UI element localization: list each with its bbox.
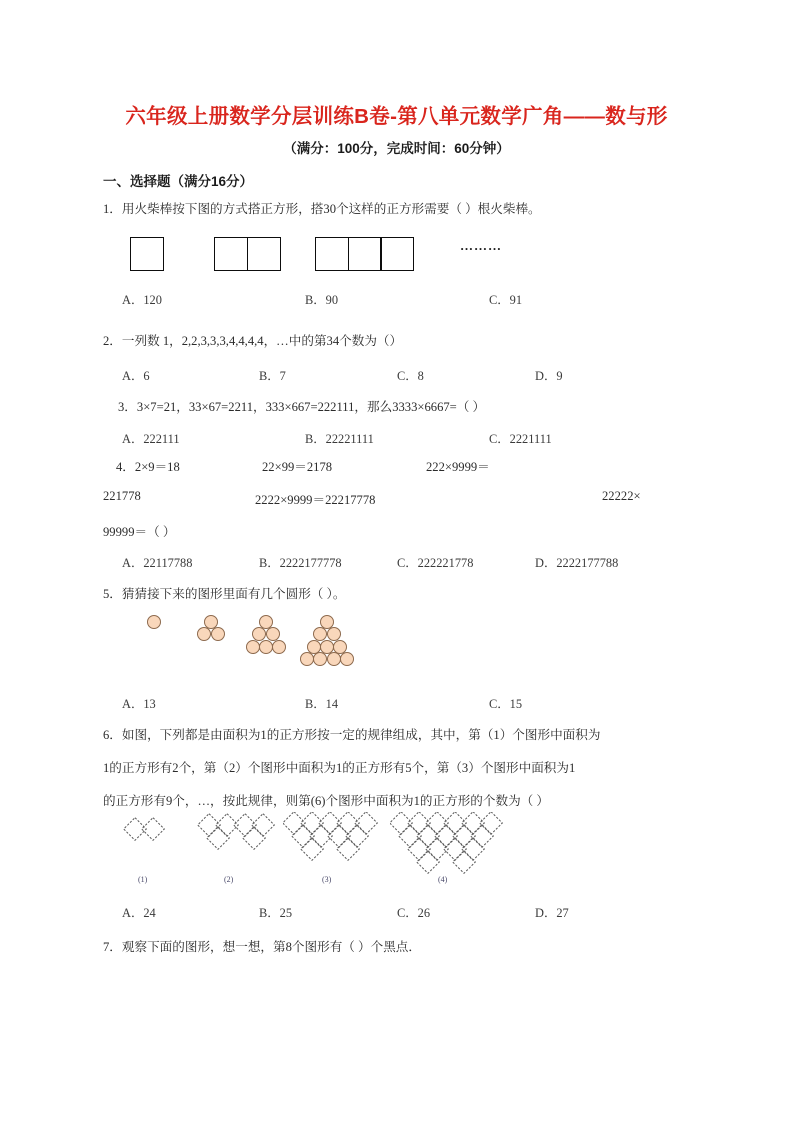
circle-dot bbox=[147, 615, 161, 629]
q1-figure-group-2 bbox=[214, 237, 281, 271]
question-2-stem: 2．一列数 1，2,2,3,3,3,4,4,4,4，…中的第34个数为（） bbox=[103, 334, 403, 348]
q6-figure-label-1: (1) bbox=[138, 875, 148, 884]
question-5-stem: 5．猜猜接下来的图形里面有几个圆形（ ）。 bbox=[103, 587, 346, 601]
circle-row bbox=[292, 652, 362, 666]
q4-option-d[interactable]: D．2222177788 bbox=[535, 556, 619, 570]
question-7-stem: 7．观察下面的图形，想一想，第8个图形有（ ）个黑点． bbox=[103, 940, 421, 954]
circle-dot bbox=[246, 640, 260, 654]
q4-option-a[interactable]: A．22117788 bbox=[122, 556, 193, 570]
q6-figure-label-3: (3) bbox=[322, 875, 332, 884]
circle-dot bbox=[327, 652, 341, 666]
q6-figure-label-4: (4) bbox=[438, 875, 448, 884]
q2-option-c[interactable]: C．8 bbox=[397, 369, 424, 383]
q5-option-b[interactable]: B．14 bbox=[305, 697, 339, 711]
page-title: 六年级上册数学分层训练B卷-第八单元数学广角——数与形 bbox=[125, 105, 668, 128]
matchstick-square bbox=[380, 237, 414, 271]
question-1-stem: 1．用火柴棒按下图的方式搭正方形，搭30个这样的正方形需要（ ）根火柴棒。 bbox=[103, 202, 541, 216]
q5-figure-2 bbox=[190, 616, 232, 641]
question-4-stem-frag-3: 222×9999＝ bbox=[426, 460, 490, 474]
question-4-stem-frag-5: 2222×9999＝22217778 bbox=[255, 493, 376, 507]
q2-option-b[interactable]: B．7 bbox=[259, 369, 286, 383]
circle-row bbox=[140, 615, 168, 629]
page-subtitle: （满分：100分，完成时间：60分钟） bbox=[283, 141, 510, 156]
question-4-stem-frag-1: 4．2×9＝18 bbox=[116, 460, 180, 474]
q5-figure-1 bbox=[140, 616, 168, 629]
circle-dot bbox=[211, 627, 225, 641]
q3-option-b[interactable]: B．22221111 bbox=[305, 432, 374, 446]
matchstick-square bbox=[315, 237, 349, 271]
question-4-stem-frag-4: 221778 bbox=[103, 489, 141, 503]
q5-figure-4 bbox=[292, 616, 362, 666]
circle-dot bbox=[300, 652, 314, 666]
circle-row bbox=[190, 627, 232, 641]
q3-option-c[interactable]: C．2221111 bbox=[489, 432, 552, 446]
diamond-chevron-svg bbox=[390, 812, 516, 882]
q1-figure-group-1 bbox=[130, 237, 164, 271]
q5-option-a[interactable]: A．13 bbox=[122, 697, 156, 711]
q1-option-c[interactable]: C．91 bbox=[489, 293, 523, 307]
matchstick-square bbox=[247, 237, 281, 271]
q1-option-a[interactable]: A．120 bbox=[122, 293, 162, 307]
q6-option-d[interactable]: D．27 bbox=[535, 906, 569, 920]
q5-option-c[interactable]: C．15 bbox=[489, 697, 523, 711]
q3-option-a[interactable]: A．222111 bbox=[122, 432, 180, 446]
q1-option-b[interactable]: B．90 bbox=[305, 293, 339, 307]
circle-row bbox=[238, 640, 294, 654]
diamond-chevron-svg bbox=[283, 812, 393, 876]
q1-figure-group-3 bbox=[315, 237, 414, 271]
circle-dot bbox=[313, 652, 327, 666]
circle-dot bbox=[340, 652, 354, 666]
q5-figure-3 bbox=[238, 616, 294, 654]
question-4-stem-frag-6: 22222× bbox=[602, 489, 641, 503]
matchstick-square bbox=[214, 237, 248, 271]
question-6-stem-line-1: 6．如图，下列都是由面积为1的正方形按一定的规律组成，其中，第（1）个图形中面积为 bbox=[103, 728, 601, 742]
q6-figure-label-2: (2) bbox=[224, 875, 234, 884]
question-4-stem-frag-2: 22×99＝2178 bbox=[262, 460, 333, 474]
question-6-stem-line-3: 的正方形有9个，…，按此规律，则第(6)个图形中面积为1的正方形的个数为（ ） bbox=[103, 794, 550, 808]
q6-figure-2 bbox=[196, 812, 286, 875]
circle-dot bbox=[272, 640, 286, 654]
matchstick-square bbox=[130, 237, 164, 271]
q2-option-a[interactable]: A．6 bbox=[122, 369, 150, 383]
q1-figure-ellipsis: ……… bbox=[460, 238, 502, 253]
circle-dot bbox=[327, 627, 341, 641]
question-3-stem: 3．3×7=21，33×67=2211，333×667=222111，那么3333×6667=（ ） bbox=[118, 400, 486, 414]
q6-figure-4 bbox=[390, 812, 516, 887]
q4-option-b[interactable]: B．2222177778 bbox=[259, 556, 342, 570]
diamond-chevron-svg bbox=[118, 812, 178, 870]
question-4-stem-frag-7: 99999＝（ ） bbox=[103, 525, 176, 539]
q6-figure-1 bbox=[118, 812, 178, 875]
question-6-stem-line-2: 1的正方形有2个，第（2）个图形中面积为1的正方形有5个，第（3）个图形中面积为1 bbox=[103, 761, 576, 775]
circle-dot bbox=[266, 627, 280, 641]
q4-option-c[interactable]: C．222221778 bbox=[397, 556, 474, 570]
q6-option-c[interactable]: C．26 bbox=[397, 906, 431, 920]
q2-option-d[interactable]: D．9 bbox=[535, 369, 563, 383]
diamond-chevron-svg bbox=[196, 812, 286, 870]
q6-figure-3 bbox=[283, 812, 393, 881]
circle-dot bbox=[259, 640, 273, 654]
q6-option-a[interactable]: A．24 bbox=[122, 906, 156, 920]
section-heading-choice: 一、选择题（满分16分） bbox=[103, 174, 254, 189]
matchstick-square bbox=[348, 237, 382, 271]
q6-option-b[interactable]: B．25 bbox=[259, 906, 293, 920]
circle-dot bbox=[197, 627, 211, 641]
